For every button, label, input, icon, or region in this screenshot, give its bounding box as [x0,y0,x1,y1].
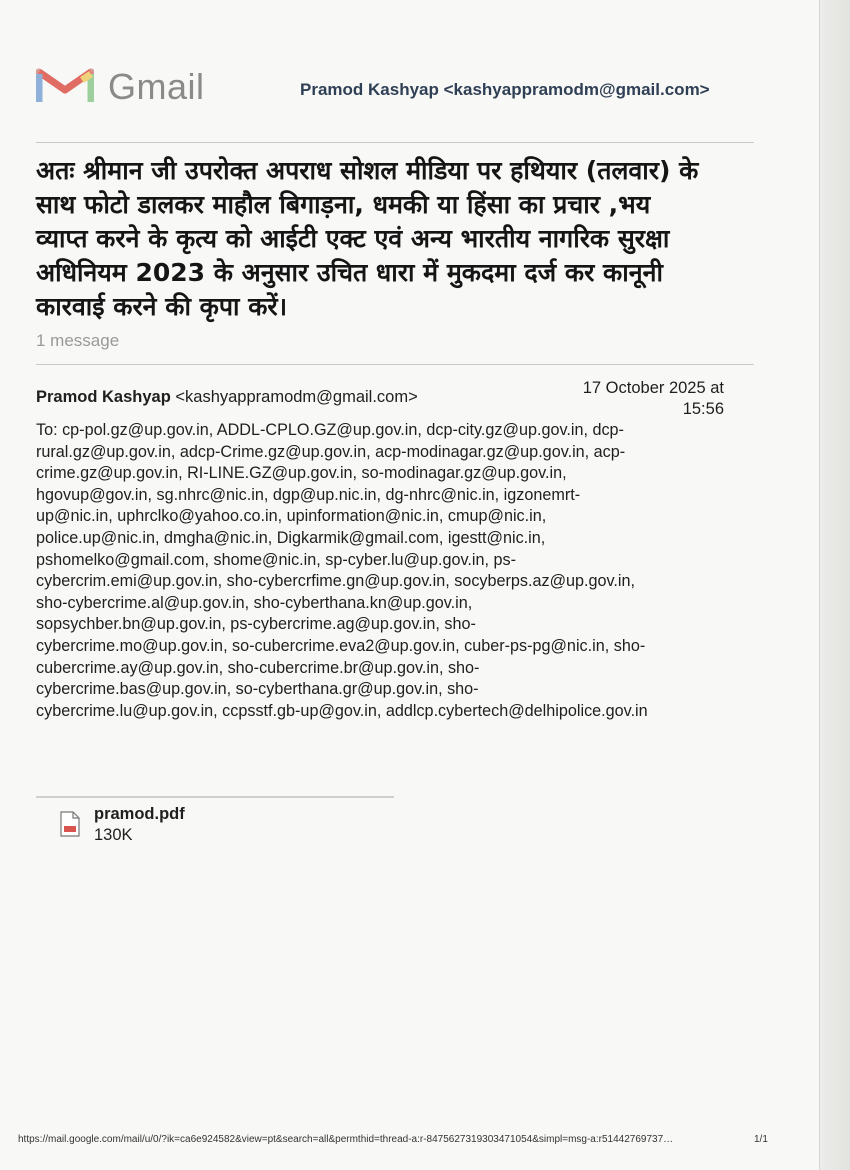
recipients-line: To: cp-pol.gz@up.gov.in, ADDL-CPLO.GZ@up.gov.in, dcp-city.gz@up.gov.in, dcp- [36,421,624,439]
sender-name: Pramod Kashyap [36,388,171,406]
gmail-m-icon [36,62,94,108]
recipients-list [36,420,756,722]
footer-url: https://mail.google.com/mail/u/0/?ik=ca6e924582&view=pt&search=all&permthid=thread-a:r-8475627319303471054&simpl=msg-a:r51442769737… [18,1134,674,1145]
recipients-line: cubercrime.ay@up.gov.in, sho-cubercrime.br@up.gov.in, sho- [36,658,480,677]
attachment-name[interactable]: pramod.pdf [94,805,185,823]
gmail-wordmark: Gmail [108,66,205,107]
recipients-line: hgovup@gov.in, sg.nhrc@nic.in, dgp@up.nic.in, dg-nhrc@nic.in, igzonemrt- [36,485,581,504]
subject-line: साथ फोटो डालकर माहौल बिगाड़ना, धमकी या हिंसा का प्रचार ,भय [36,190,651,219]
recipients-line: cybercrime.lu@up.gov.in, ccpsstf.gb-up@gov.in, addlcp.cybertech@delhipolice.gov.in [36,701,648,720]
recipients-line: sho-cybercrime.al@up.gov.in, sho-cyberthana.kn@up.gov.in, [36,593,473,612]
recipients-line: sopsychber.bn@up.gov.in, ps-cybercrime.ag@up.gov.in, sho- [36,615,476,634]
time-line: 15:56 [682,400,724,418]
footer-page-number: 1/1 [754,1134,768,1145]
attachment-size: 130K [94,826,133,844]
subject-line: अतः श्रीमान जी उपरोक्त अपराध सोशल मीडिया पर हथियार (तलवार) के [36,156,699,185]
subject-line: व्याप्त करने के कृत्य को आईटी एक्ट एवं अन्य भारतीय नागरिक सुरक्षा [36,224,670,253]
recipients-line: crime.gz@up.gov.in, RI-LINE.GZ@up.gov.in, so-modinagar.gz@up.gov.in, [36,464,567,483]
recipients-line: police.up@nic.in, dmgha@nic.in, Digkarmik@gmail.com, igestt@nic.in, [36,528,546,547]
sender-email: <kashyappramodm@gmail.com> [175,388,418,406]
email-subject [36,154,766,324]
recipients-line: cybercrime.mo@up.gov.in, so-cubercrime.eva2@up.gov.in, cuber-ps-pg@nic.in, sho- [36,636,646,655]
message-count: 1 message [36,331,120,350]
recipients-line: rural.gz@up.gov.in, adcp-Crime.gz@up.gov.in, acp-modinagar.gz@up.gov.in, acp- [36,442,626,461]
page-edge [819,0,850,1170]
recipients-line: cybercrim.emi@up.gov.in, sho-cybercrfime.gn@up.gov.in, socyberps.az@up.gov.in, [36,572,636,591]
subject-line: अधिनियम 2023 के अनुसार उचित धारा में मुकदमा दर्ज कर कानूनी [36,258,663,287]
file-icon [60,811,80,837]
attachment-divider [36,796,394,798]
recipients-line: up@nic.in, uphrclko@yahoo.co.in, upinformation@nic.in, cmup@nic.in, [36,507,547,526]
recipients-line: cybercrime.bas@up.gov.in, so-cyberthana.gr@up.gov.in, sho- [36,680,479,699]
account-label: Pramod Kashyap <kashyappramodm@gmail.com> [300,80,710,99]
message-date [524,378,724,420]
subject-divider [36,364,754,365]
header-divider [36,142,754,143]
date-line: 17 October 2025 at [582,379,724,397]
sender [36,388,418,407]
recipients-line: pshomelko@gmail.com, shome@nic.in, sp-cyber.lu@up.gov.in, ps- [36,550,516,569]
subject-line: कारवाई करने की कृपा करें। [36,292,288,321]
